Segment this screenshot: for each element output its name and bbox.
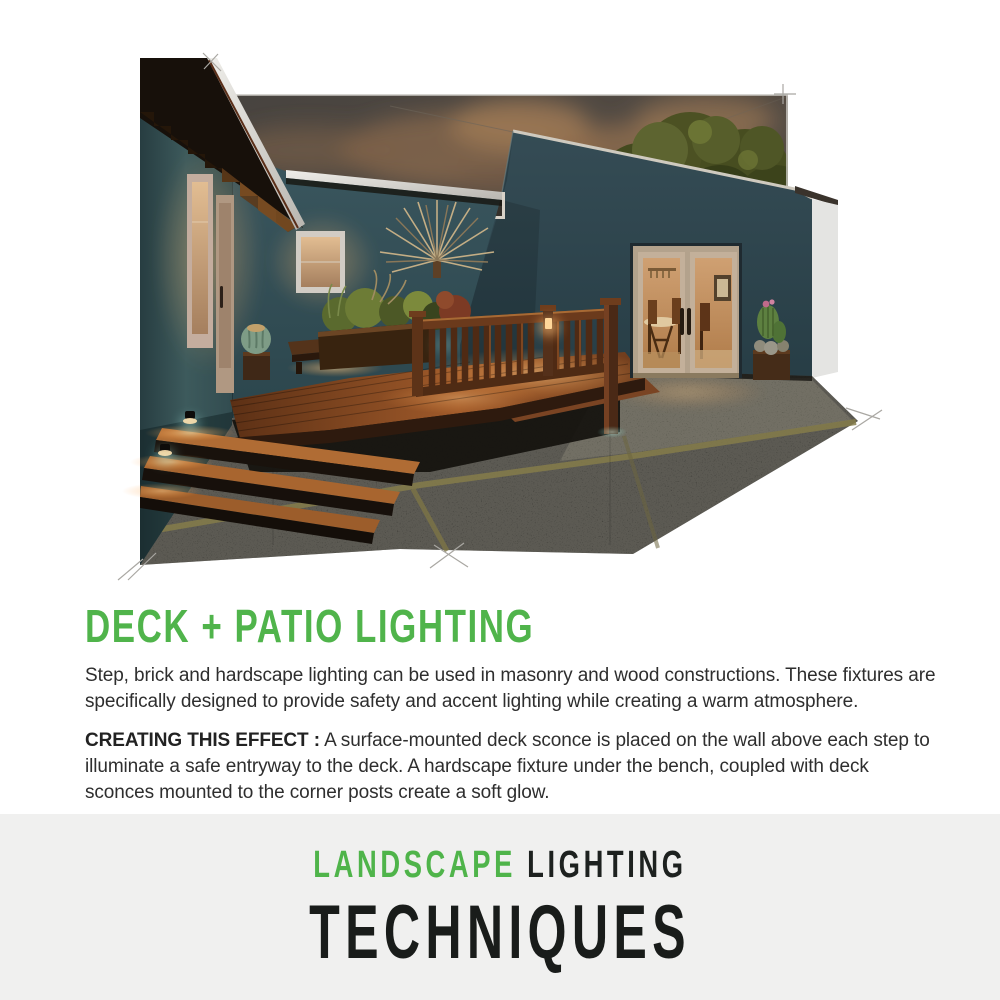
effect-label: CREATING THIS EFFECT : <box>85 730 320 751</box>
middle-window <box>296 231 345 293</box>
brand-line-1 <box>140 844 860 887</box>
section-heading: DECK + PATIO LIGHTING <box>85 600 535 652</box>
intro-paragraph: Step, brick and hardscape lighting can be used in masonry and wood constructions. These fixtures are specifically designed to provide safety and accent lighting while creating a warm atmosphere. <box>85 665 936 712</box>
step-sconce-fixture <box>185 411 195 419</box>
text-block <box>85 600 941 819</box>
section-cut-panel <box>812 199 838 378</box>
door-handle <box>680 308 684 335</box>
glass-door <box>216 195 234 393</box>
brand-word-landscape: LANDSCAPE <box>313 844 516 886</box>
effect-text: A surface-mounted deck sconce is placed on the wall above each step to illuminate a safe entryway to the deck. A hardscape fixture under the bench, coupled with deck sconces mounted to the corner posts create a soft glow. <box>85 730 930 803</box>
effect-paragraph <box>85 728 941 806</box>
door-handle <box>687 308 691 335</box>
succulent-pot <box>241 324 271 380</box>
door-handle <box>220 286 223 308</box>
post-sconce-light <box>545 318 552 329</box>
brand-line-2: TECHNIQUES <box>309 890 691 975</box>
brand-banner <box>0 814 1000 1000</box>
railing-post <box>412 316 423 396</box>
brand-word-lighting: LIGHTING <box>527 844 687 886</box>
french-doors <box>630 243 742 378</box>
left-window <box>187 174 213 348</box>
